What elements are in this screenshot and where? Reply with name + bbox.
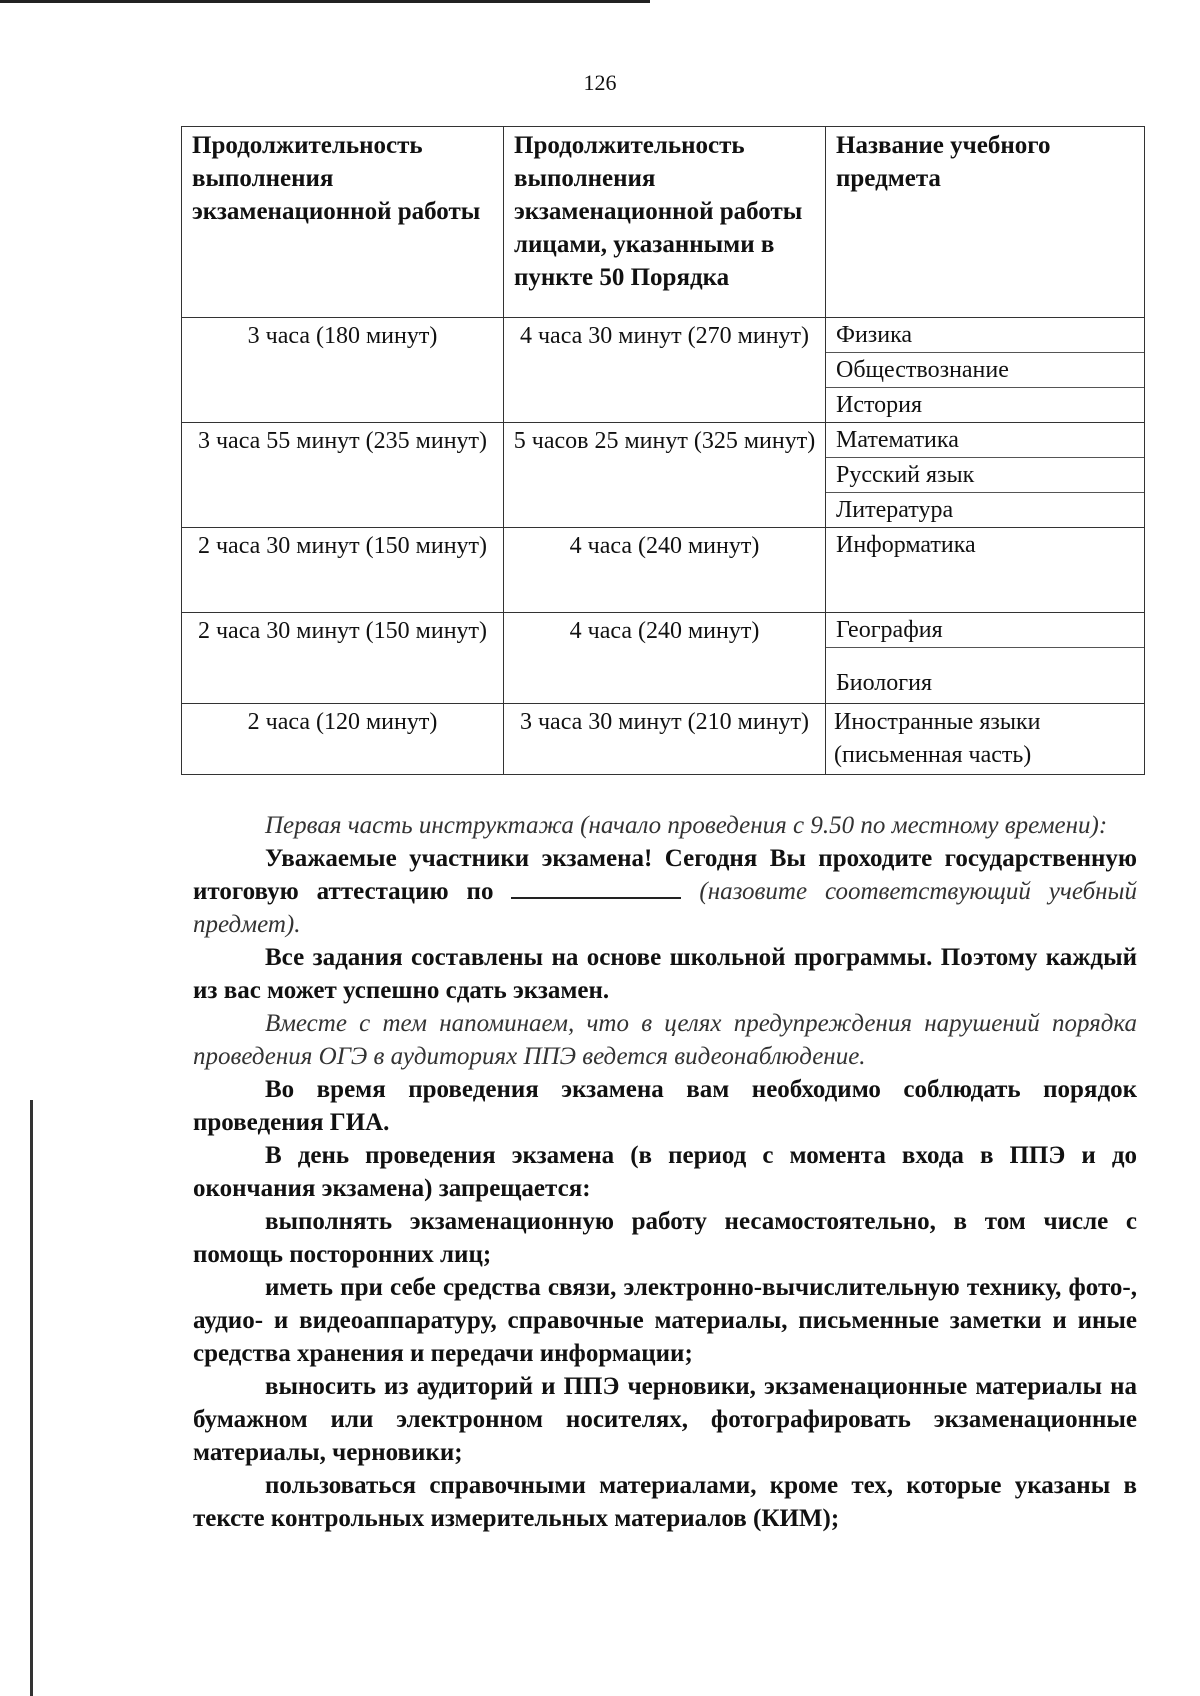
table-row xyxy=(182,704,1145,775)
prohibited-intro: В день проведения экзамена (в период с момента входа в ППЭ и до окончания экзамена) запрещается: xyxy=(193,1142,1137,1202)
subject-name: Математика xyxy=(826,423,1144,458)
extended-duration-cell: 3 часа 30 минут (210 минут) xyxy=(504,704,826,775)
header-subject: Название учебного предмета xyxy=(826,127,1145,318)
extended-duration-cell: 4 часа 30 минут (270 минут) xyxy=(504,318,826,423)
table-row xyxy=(182,423,1145,528)
order-paragraph: Во время проведения экзамена вам необходимо соблюдать порядок проведения ГИА. xyxy=(193,1076,1137,1136)
subjects-cell xyxy=(826,528,1145,613)
subject-name: Обществознание xyxy=(826,353,1144,388)
subjects-cell: Иностранные языки (письменная часть) xyxy=(826,704,1145,775)
table-header-row xyxy=(182,127,1145,318)
header-duration: Продолжительность выполнения экзаменационной работы xyxy=(182,127,504,318)
subject-name: Литература xyxy=(836,497,954,523)
left-border-line xyxy=(30,1100,33,1696)
subjects-cell xyxy=(826,318,1145,423)
tasks-paragraph: Все задания составлены на основе школьной программы. Поэтому каждый из вас может успешно сдать экзамен. xyxy=(193,944,1137,1004)
table-row xyxy=(182,318,1145,423)
subject-name: Русский язык xyxy=(826,458,1144,493)
subjects-cell xyxy=(826,423,1145,528)
greeting-text: Уважаемые участники экзамена! Сегодня Вы проходите государственную итоговую аттестацию по xyxy=(193,845,1137,905)
prohibited-item: пользоваться справочными материалами, кроме тех, которые указаны в тексте контрольных измерительных материалов (КИМ); xyxy=(193,1472,1137,1532)
header-extended-duration: Продолжительность выполнения экзаменационной работы лицами, указанными в пункте 50 Порядка xyxy=(504,127,826,318)
prohibited-item: выполнять экзаменационную работу несамостоятельно, в том числе с помощь посторонних лиц; xyxy=(193,1208,1137,1268)
duration-cell: 3 часа 55 минут (235 минут) xyxy=(182,423,504,528)
duration-cell: 2 часа 30 минут (150 минут) xyxy=(182,528,504,613)
subject-name: Информатика xyxy=(836,532,976,558)
prohibited-item: иметь при себе средства связи, электронно-вычислительную технику, фото-, аудио- и видеоаппаратуру, справочные материалы, письменные заметки и иные средства хранения и передачи информации; xyxy=(193,1274,1137,1367)
subject-name: Биология xyxy=(836,670,933,696)
subject-name: География xyxy=(826,613,1144,648)
extended-duration-cell: 5 часов 25 минут (325 минут) xyxy=(504,423,826,528)
instruction-text xyxy=(193,809,1137,1535)
duration-cell: 2 часа (120 минут) xyxy=(182,704,504,775)
duration-cell: 3 часа (180 минут) xyxy=(182,318,504,423)
top-border-line xyxy=(0,0,650,3)
duration-cell: 2 часа 30 минут (150 минут) xyxy=(182,613,504,704)
extended-duration-cell: 4 часа (240 минут) xyxy=(504,528,826,613)
exam-duration-table xyxy=(181,126,1145,775)
video-notice: Вместе с тем напоминаем, что в целях предупреждения нарушений порядка проведения ОГЭ в аудиториях ППЭ ведется видеонаблюдение. xyxy=(193,1010,1137,1070)
subject-name: Физика xyxy=(826,318,1144,353)
page-number: 126 xyxy=(583,70,617,95)
subjects-cell xyxy=(826,613,1145,704)
greeting-hint: (назовите соответствующий учебный предмет). xyxy=(193,878,1137,938)
instruction-intro: Первая часть инструктажа (начало проведения с 9.50 по местному времени): xyxy=(265,812,1108,839)
greeting-paragraph xyxy=(193,842,1137,941)
table-row xyxy=(182,613,1145,704)
subject-blank-line xyxy=(511,875,681,899)
table-row xyxy=(182,528,1145,613)
subject-name: История xyxy=(836,392,923,418)
extended-duration-cell: 4 часа (240 минут) xyxy=(504,613,826,704)
prohibited-item: выносить из аудиторий и ППЭ черновики, экзаменационные материалы на бумажном или электронном носителях, фотографировать экзаменационные материалы, черновики; xyxy=(193,1373,1137,1466)
